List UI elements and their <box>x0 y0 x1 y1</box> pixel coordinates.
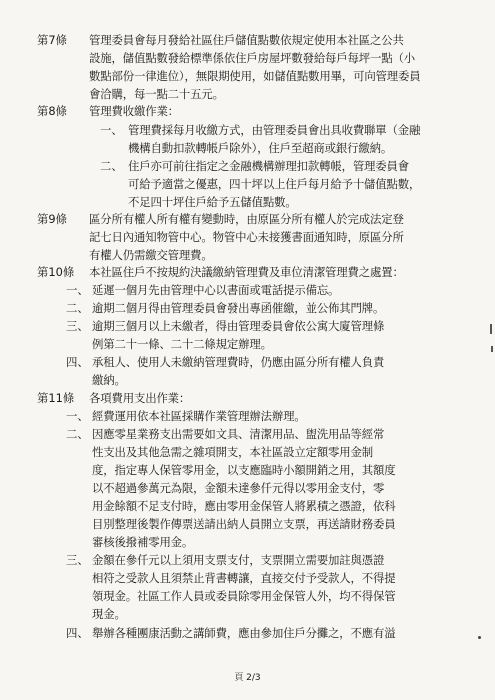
item-text-line: 不足四十坪住戶給予五儲值點數。 <box>128 195 297 209</box>
item-marker: 二、 <box>66 427 89 441</box>
item-text-line: 逾期三個月以上未繳者，得由管理委員會依公寓大廈管理條 <box>92 319 385 333</box>
item-text-line: 因應零星業務支出需要如文具、清潔用品、盥洗用品等經常 <box>92 427 385 441</box>
item-text-line: 承租人、使用人未繳納管理費時，仍應由區分所有權人負責 <box>92 355 385 369</box>
item-text-line: 目別整理後製作傳票送請出納人員開立支票，再送請財務委員 <box>92 517 396 531</box>
article-text-line: 數點部份一律進位），無限期使用，如儲值點數用畢，可向管理委員 <box>89 69 421 83</box>
article-text-line: 本社區住戶不按規約決議繳納管理費及車位清潔管理費之處置： <box>89 265 404 279</box>
item-text-line: 經費運用依本社區採購作業管理辦法辦理。 <box>92 409 306 423</box>
article-text-line: 設施，儲值點數發給標準係依住戶房屋坪數發給每戶每坪一點（小 <box>89 51 415 65</box>
item-text-line: 舉辦各種團康活動之講師費，應由參加住戶分攤之，不應有溢 <box>92 626 396 640</box>
item-text-line: 審核後撥補零用金。 <box>92 535 194 549</box>
item-marker: 四、 <box>66 355 89 369</box>
item-text-line: 現金。 <box>92 607 126 621</box>
article-number: 第7條 <box>37 33 68 47</box>
scan-edge-mark <box>491 346 493 352</box>
item-text-line: 例第二十一條、二十二條規定辦理。 <box>92 337 272 351</box>
item-text-line: 以不超過參萬元為限，金額未達參仟元得以零用金支付，零 <box>92 481 385 495</box>
item-marker: 一、 <box>100 123 123 137</box>
article-text-line: 記七日內通知物管中心。物管中心未接獲書面通知時，原區分所 <box>89 230 404 244</box>
article-text-line: 會洽購，每一點二十五元。 <box>89 87 224 101</box>
article-number: 第11條 <box>37 391 75 405</box>
item-text-line: 度，指定專人保管零用金，以支應臨時小額開銷之用，其額度 <box>92 463 396 477</box>
item-text-line: 延遲一個月先由管理中心以書面或電話提示備忘。 <box>92 283 340 297</box>
item-marker: 三、 <box>66 319 89 333</box>
item-text-line: 相符之受款人且須禁止背書轉讓，直接交付予受款人，不得提 <box>92 571 396 585</box>
article-text-line: 各項費用支出作業： <box>89 391 191 405</box>
scan-edge-mark <box>490 324 492 334</box>
item-marker: 二、 <box>100 159 123 173</box>
item-marker: 二、 <box>66 301 89 315</box>
item-text-line: 用金餘額不足支付時，應由零用金保管人將累積之憑證，依科 <box>92 499 396 513</box>
item-text-line: 管理費採每月收繳方式，由管理委員會出具收費聯單（金融 <box>128 123 421 137</box>
article-text-line: 管理委員會每月發給社區住戶儲值點數依規定使用本社區之公共 <box>89 33 404 47</box>
article-text-line: 有權人仍需繳交管理費。 <box>89 248 213 262</box>
item-text-line: 機構自動扣款轉帳戶除外），住戶至超商或銀行繳納。 <box>128 141 393 155</box>
page-number: 頁 2/3 <box>234 673 261 683</box>
article-text-line: 管理費收繳作業： <box>89 104 179 118</box>
item-text-line: 逾期二個月得由管理委員會發出專函催繳，並公佈其門牌。 <box>92 301 385 315</box>
item-text-line: 繳納。 <box>92 373 126 387</box>
item-text-line: 性支出及其他急需之雜項開支，本社區設立定額零用金制 <box>92 445 374 459</box>
item-text-line: 金額在參仟元以上須用支票支付，支票開立需要加註與憑證 <box>92 553 385 567</box>
item-marker: 一、 <box>66 283 89 297</box>
article-number: 第9條 <box>37 212 68 226</box>
item-marker: 四、 <box>66 626 89 640</box>
item-text-line: 領現金。社區工作人員或委員除零用金保管人外，均不得保管 <box>92 589 396 603</box>
article-text-line: 區分所有權人所有權有變動時，由原區分所有權人於完成法定登 <box>89 212 404 226</box>
article-number: 第8條 <box>37 104 68 118</box>
article-number: 第10條 <box>37 265 75 279</box>
item-marker: 一、 <box>66 409 89 423</box>
item-text-line: 可給予適當之優惠，四十坪以上住戶每月給予十儲值點數， <box>128 177 421 191</box>
scan-speck <box>478 636 481 639</box>
item-marker: 三、 <box>66 553 89 567</box>
item-text-line: 住戶亦可前往指定之金融機構辦理扣款轉帳，管理委員會 <box>128 159 410 173</box>
